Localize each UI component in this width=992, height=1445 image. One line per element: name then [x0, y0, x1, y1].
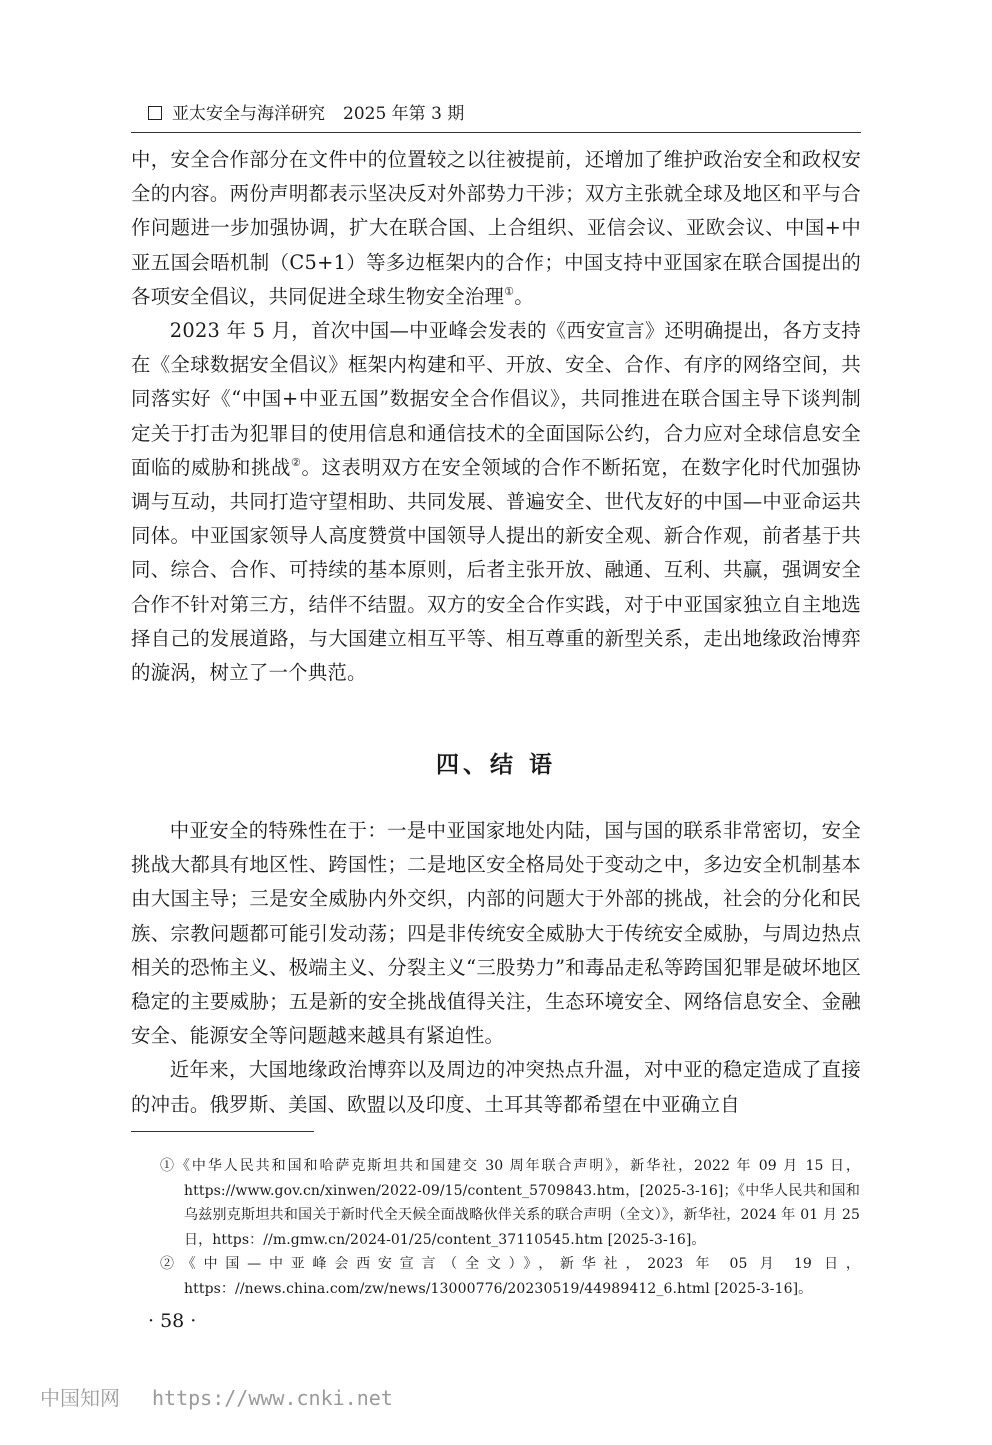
footnotes: [160, 1154, 860, 1301]
footnote-rule: [131, 1131, 314, 1132]
footnote-ref[interactable]: ②: [290, 455, 302, 469]
footnote-mark: ①: [160, 1158, 176, 1174]
footnote: [160, 1154, 860, 1252]
running-header: [148, 102, 861, 132]
watermark-url[interactable]: https://www.cnki.net: [152, 1386, 393, 1410]
square-bullet-icon: [148, 106, 162, 120]
paragraph: 2023 年 5 月，首次中国—中亚峰会发表的《西安宣言》还明确提出，各方支持在《全球数据安全倡议》框架内构建和平、开放、安全、合作、有序的网络空间，共同落实好《“中国+中亚五国”数据安全合作倡议》，共同推进在联合国主导下谈判制定关于打击为犯罪目的使用信息和通信技术的全面国际公约，合力应对全球信息安全面临的威胁和挑战②。这表明双方在安全领域的合作不断拓宽，在数字化时代加强协调与互动，共同打造守望相助、共同发展、普遍安全、世代友好的中国—中亚命运共同体。中亚国家领导人高度赞赏中国领导人提出的新安全观、新合作观，前者基于共同、综合、合作、可持续的基本原则，后者主张开放、融通、互利、共赢，强调安全合作不针对第三方，结伴不结盟。双方的安全合作实践，对于中亚国家独立自主地选择自己的发展道路，与大国建立相互平等、相互尊重的新型关系，走出地缘政治博弈的漩涡，树立了一个典范。: [131, 319, 861, 685]
footnote-ref[interactable]: ①: [504, 284, 515, 298]
paragraph: 近年来，大国地缘政治博弈以及周边的冲突热点升温，对中亚的稳定造成了直接的冲击。俄罗斯、美国、欧盟以及印度、土耳其等都希望在中亚确立自: [131, 1058, 861, 1116]
page-number: · 58 ·: [148, 1310, 197, 1332]
watermark: [40, 1382, 393, 1411]
footnote-text: 《中华人民共和国和哈萨克斯坦共和国建交 30 周年联合声明》，新华社，2022 年 09 月 15 日，https://www.gov.cn/xinwen/2022-09/15/content_5709843.htm，[2025-3-16]；《中华人民共和国和乌兹别克斯坦共和国关于新时代全天候全面战略伙伴关系的联合声明（全文）》，新华社，2024 年 01 月 25 日，https：//m.gmw.cn/2024-01/25/content_37110545.htm [2025-3-16]。: [175, 1158, 860, 1248]
section-body-2: [131, 814, 861, 1122]
journal-title: 亚太安全与海洋研究: [172, 104, 325, 124]
section-heading: 四、结 语: [435, 752, 556, 778]
footnote-text: 《中国—中亚峰会西安宣言（全文）》，新华社，2023 年 05 月 19 日，https：//news.china.com/zw/news/13000776/20230519/44989412_6.html [2025-3-16]。: [181, 1256, 860, 1297]
issue-label: 2025 年第 3 期: [343, 104, 465, 124]
paragraph: 中亚安全的特殊性在于：一是中亚国家地处内陆，国与国的联系非常密切，安全挑战大都具有地区性、跨国性；二是地区安全格局处于变动之中，多边安全机制基本由大国主导；三是安全威胁内外交织，内部的问题大于外部的挑战，社会的分化和民族、宗教问题都可能引发动荡；四是非传统安全威胁大于传统安全威胁，与周边热点相关的恐怖主义、极端主义、分裂主义“三股势力”和毒品走私等跨国犯罪是破坏地区稳定的主要威胁；五是新的安全挑战值得关注，生态环境安全、网络信息安全、金融安全、能源安全等问题越来越具有紧迫性。: [131, 819, 861, 1048]
footnote-mark: ②: [160, 1256, 182, 1272]
header-rule: [131, 132, 861, 133]
paragraph: 中，安全合作部分在文件中的位置较之以往被提前，还增加了维护政治安全和政权安全的内容。两份声明都表示坚决反对外部势力干涉；双方主张就全球及地区和平与合作问题进一步加强协调，扩大在联合国、上合组织、亚信会议、亚欧会议、中国+中亚五国会晤机制（C5+1）等多边框架内的合作；中国支持中亚国家在联合国提出的各项安全倡议，共同促进全球生物安全治理①。: [131, 148, 861, 308]
watermark-brand: 中国知网: [40, 1386, 120, 1410]
section-body-1: [131, 143, 861, 690]
footnote: [160, 1252, 860, 1301]
